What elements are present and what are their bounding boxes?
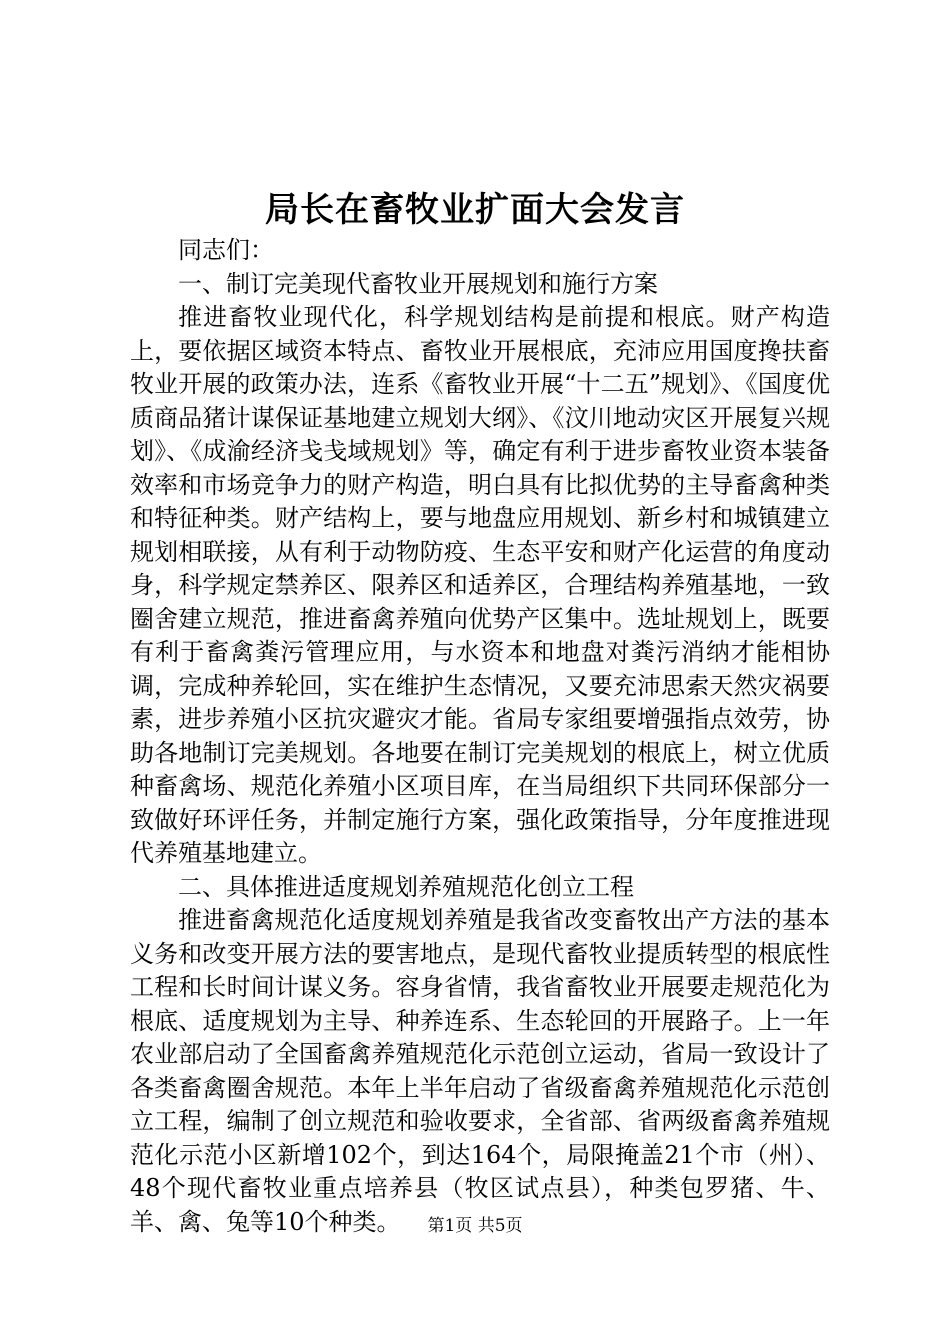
page-footer: 第1页 共5页 [427,1216,523,1236]
salutation: 同志们： [178,236,274,264]
document-title: 局长在畜牧业扩面大会发言 [265,190,685,230]
section-paragraph-1: 推进畜牧业现代化，科学规划结构是前提和根底。财产构造上，要依据区域资本特点、畜牧业开展根底，充沛应用国度搀扶畜牧业开展的政策办法，连系《畜牧业开展“十二五”规划》、《国度优质商品猪计谋保证基地建立规划大纲》、《汶川地动灾区开展复兴规划》、《成渝经济戋戋域规划》等，确定有利于进步畜牧业资本装备效率和市场竞争力的财产构造，明白具有比拟优势的主导畜禽种类和特征种类。财产结构上，要与地盘应用规划、新乡村和城镇建立规划相联接，从有利于动物防疫、生态平安和财产化运营的角度动身，科学规定禁养区、限养区和适养区，合理结构养殖基地，一致圈舍建立规范，推进畜禽养殖向优势产区集中。选址规划上，既要有利于畜禽粪污管理应用，与水资本和地盘对粪污消纳才能相协调，完成种养轮回，实在维护生态情况，又要充沛思索天然灾祸要素，进步养殖小区抗灾避灾才能。省局专家组要增强指点效劳，协助各地制订完美规划。各地要在制订完美规划的根底上，树立优质种畜禽场、规范化养殖小区项目库，在当局组织下共同环保部分一致做好环评任务，并制定施行方案，强化政策指导，分年度推进现代养殖基地建立。 [130,303,830,867]
section-heading-2: 二、具体推进适度规划养殖规范化创立工程 [178,872,634,901]
section-paragraph-2: 推进畜禽规范化适度规划养殖是我省改变畜牧出产方法的基本义务和改变开展方法的要害地点，是现代畜牧业提质转型的根底性工程和长时间计谋义务。容身省情，我省畜牧业开展要走规范化为根底、适度规划为主导、种养连系、生态轮回的开展路子。上一年农业部启动了全国畜禽养殖规范化示范创立运动，省局一致设计了各类畜禽圈舍规范。本年上半年启动了省级畜禽养殖规范化示范创立工程，编制了创立规范和验收要求，全省部、省两级畜禽养殖规范化示范小区新增102个，到达164个，局限掩盖21个市（州）、48个现代畜牧业重点培养县（牧区试点县），种类包罗猪、牛、羊、禽、兔等10个种类。 [130,906,830,1236]
document-body [130,234,830,1239]
section-heading-1: 一、制订完美现代畜牧业开展规划和施行方案 [178,269,658,298]
